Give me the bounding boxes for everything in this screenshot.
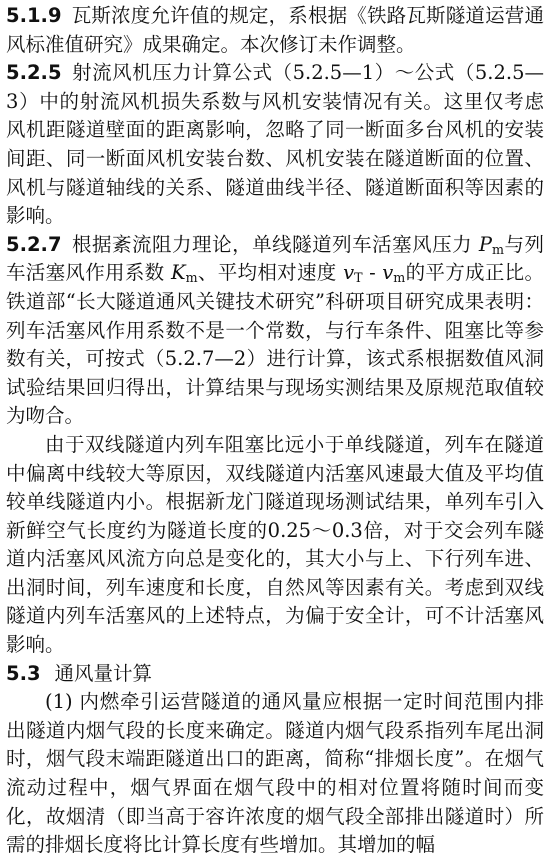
- clause-text: 与列车活塞风作用系数: [6, 232, 544, 285]
- clause-text: 、平均相对速度: [197, 261, 337, 285]
- clause-text: 根据紊流阻力理论，单线隧道列车活塞风压力: [71, 232, 473, 256]
- clause-5-1-9: [6, 2, 544, 59]
- symbol-subscript: m: [185, 270, 198, 286]
- section-number: 5.3: [6, 661, 41, 685]
- symbol-subscript: m: [393, 270, 406, 286]
- symbol-v: v: [343, 261, 355, 285]
- clause-number: 5.1.9: [6, 4, 62, 27]
- symbol-v: v: [382, 261, 394, 285]
- clause-number: 5.2.7: [6, 232, 62, 256]
- section-heading: [6, 660, 544, 689]
- symbol-subscript: m: [491, 241, 504, 257]
- paragraph-ventilation: (1) 内燃牵引运营隧道的通风量应根据一定时间范围内排出隧道内烟气段的长度来确定。隧道内烟气段系指列车尾出洞时，烟气段末端距隧道出口的距离，简称“排烟长度”。在烟气流动过程中，烟气界面在烟气段中的相对位置将随时间而变化，故烟清（即当高于容许浓度的烟气段全部排出隧道时）所需的排烟长度将比计算长度有些增加。其增加的幅: [6, 690, 544, 857]
- symbol-subscript: T: [354, 270, 363, 286]
- clause-text: 射流风机压力计算公式（5.2.5—1）～公式（5.2.5—3）中的射流风机损失系数与风机安装情况有关。这里仅考虑风机距隧道壁面的距离影响，忽略了同一断面多台风机的安装间距、同一断面风机安装台数、风机安装在隧道断面的位置、风机与隧道轴线的关系、隧道曲线半径、隧道断面积等因素的影响。: [6, 61, 544, 228]
- clause-text: 瓦斯浓度允许值的规定，系根据《铁路瓦斯隧道运营通风标准值研究》成果确定。本次修订未作调整。: [6, 4, 544, 56]
- minus-sign: -: [362, 261, 383, 285]
- paragraph-double-track: 由于双线隧道内列车阻塞比远小于单线隧道，列车在隧道中偏离中线较大等原因，双线隧道内活塞风速最大值及平均值较单线隧道内小。根据新龙门隧道现场测试结果，单列车引入新鲜空气长度约为隧道长度的0.25～0.3倍，对于交会列车隧道内活塞风风流方向总是变化的，其大小与上、下行列车进、出洞时间，列车速度和长度，自然风等因素有关。考虑到双线隧道内列车活塞风的上述特点，为偏于安全计，可不计活塞风影响。: [6, 432, 544, 657]
- symbol-p: P: [478, 232, 492, 256]
- clause-5-2-7: [6, 231, 544, 431]
- symbol-k: K: [171, 261, 186, 285]
- clause-number: 5.2.5: [6, 61, 62, 85]
- clause-text: 的平方成正比。铁道部“长大隧道通风关键技术研究”科研项目研究成果表明：列车活塞风作用系数不是一个常数，与行车条件、阻塞比等参数有关，可按式（5.2.7—2）进行计算，该式系根据数值风洞试验结果回归得出，计算结果与现场实测结果及原规范取值较为吻合。: [6, 261, 544, 428]
- clause-5-2-5: [6, 59, 544, 231]
- section-title: 通风量计算: [54, 661, 153, 685]
